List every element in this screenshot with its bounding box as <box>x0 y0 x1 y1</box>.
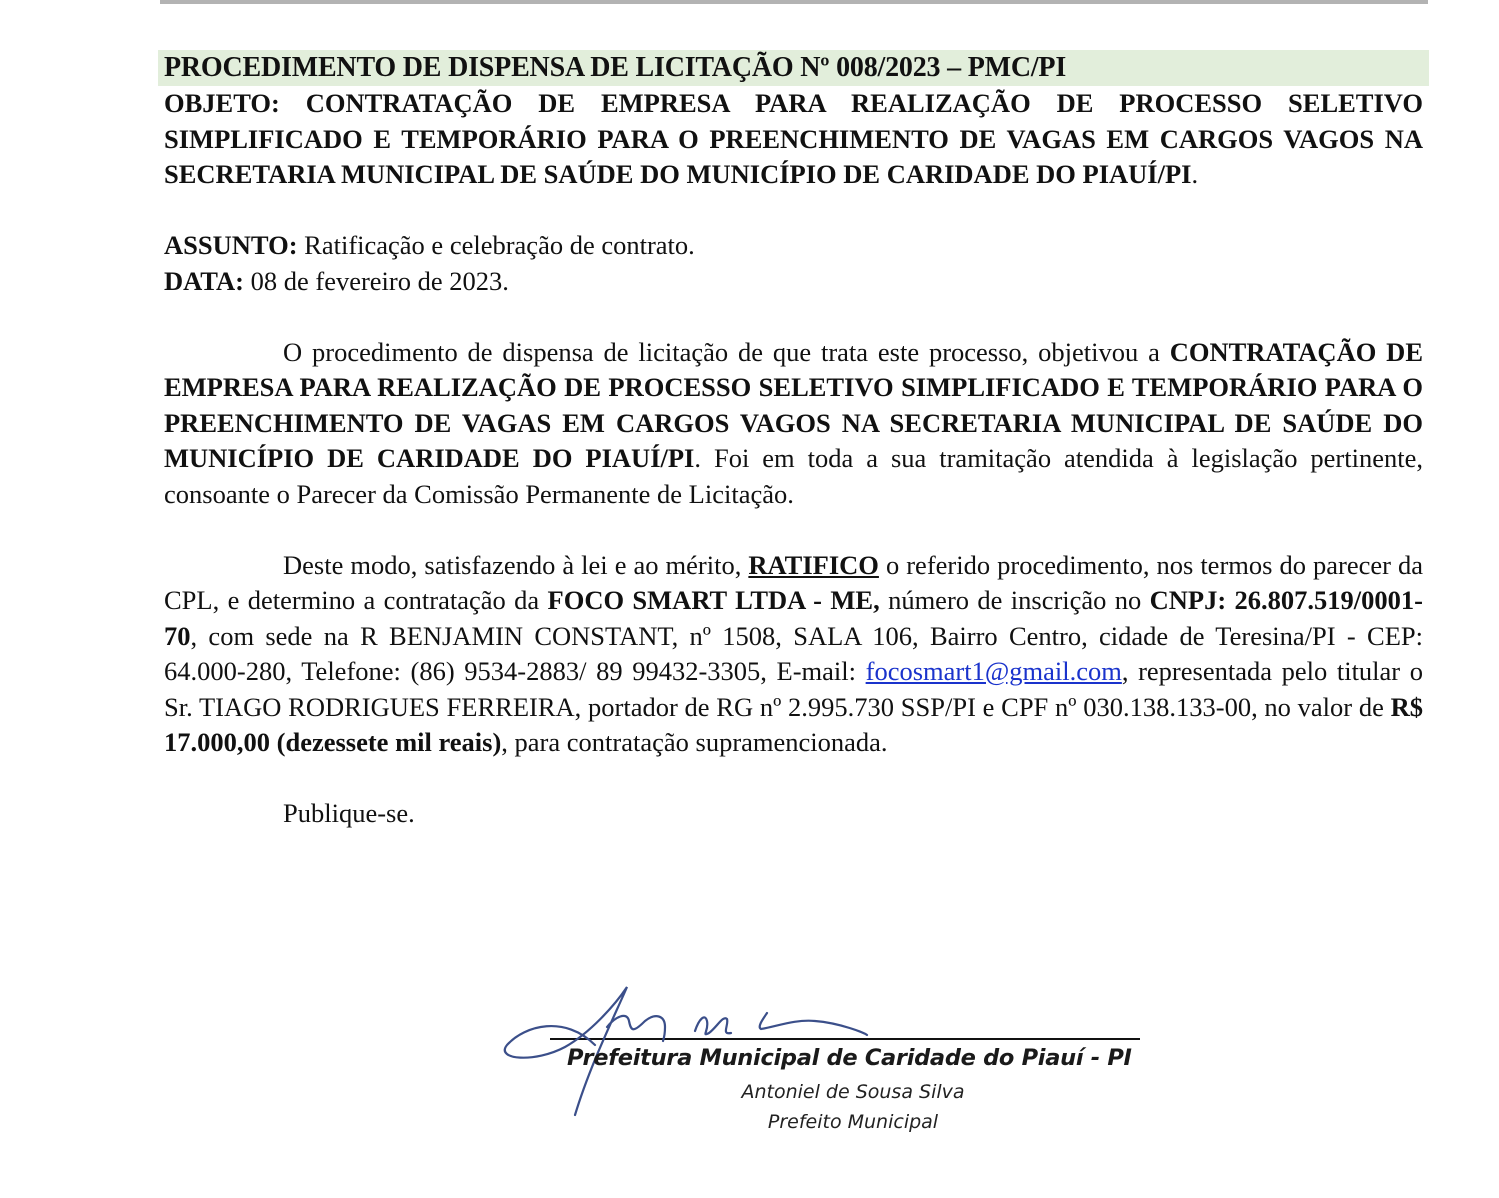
para2-text-5: , representada pelo titular o Sr. TIAGO RODRIGUES FERREIRA, portador de RG nº 2.995.730 SSP/PI e CPF nº 030.138.133-00, no valor de <box>164 656 1423 722</box>
spacer <box>164 761 1423 797</box>
data-line <box>164 264 1423 300</box>
paragraph-ratificacao <box>164 548 1423 761</box>
signature-block <box>495 975 1155 1155</box>
publique-line: Publique-se. <box>283 798 415 828</box>
para2-text-1: Deste modo, satisfazendo à lei e ao mérito, <box>283 549 749 580</box>
para2-text-4: , com sede na R BENJAMIN CONSTANT, nº 1508, SALA 106, Bairro Centro, cidade de Teresina/PI - CEP: 64.000-280, Telefone: (86) 9534-2883/ 89 99432-3305, E-mail: <box>164 620 1423 686</box>
para2-text-6: , para contratação supramencionada. <box>501 727 888 757</box>
assunto-label: ASSUNTO: <box>164 230 298 260</box>
document-title: PROCEDIMENTO DE DISPENSA DE LICITAÇÃO Nº 008/2023 – PMC/PI <box>158 50 1429 86</box>
spacer <box>164 193 1423 229</box>
signature-organization: Prefeitura Municipal de Caridade do Piauí - PI <box>567 1045 1132 1071</box>
assunto-line <box>164 228 1423 264</box>
contract-value: R$ 17.000,00 (dezessete mil reais) <box>164 691 1423 757</box>
para1-tail: . Foi em toda a sua tramitação atendida à legislação pertinente, consoante o Parecer da Comissão Permanente de Licitação. <box>164 443 1423 509</box>
email-link[interactable]: focosmart1@gmail.com <box>865 656 1122 686</box>
objeto-period: . <box>1191 159 1199 189</box>
data-value: 08 de fevereiro de 2023. <box>243 265 509 296</box>
data-label: DATA: <box>164 265 244 296</box>
para2-text-2: o referido procedimento, nos termos do parecer da CPL, e determino a contratação da <box>164 549 1423 615</box>
para1-lead: O procedimento de dispensa de licitação de que trata este processo, objetivou a <box>283 336 1170 367</box>
spacer <box>164 512 1423 548</box>
document-body <box>164 50 1423 832</box>
cnpj: CNPJ: 26.807.519/0001-70 <box>164 585 1423 651</box>
page-top-border <box>160 0 1428 4</box>
paragraph-procedimento <box>164 335 1423 513</box>
objeto-text: OBJETO: CONTRATAÇÃO DE EMPRESA PARA REALIZAÇÃO DE PROCESSO SELETIVO SIMPLIFICADO E TEMPORÁRIO PARA O PREENCHIMENTO DE VAGAS EM CARGOS VAGOS NA SECRETARIA MUNICIPAL DE SAÚDE DO MUNICÍPIO DE CARIDADE DO PIAUÍ/PI <box>164 88 1423 189</box>
para1-object: CONTRATAÇÃO DE EMPRESA PARA REALIZAÇÃO DE PROCESSO SELETIVO SIMPLIFICADO E TEMPORÁRIO PARA O PREENCHIMENTO DE VAGAS EM CARGOS VAGOS NA SECRETARIA MUNICIPAL DE SAÚDE DO MUNICÍPIO DE CARIDADE DO PIAUÍ/PI <box>164 336 1423 473</box>
para2-text-3: número de inscrição no <box>879 585 1150 615</box>
objeto-block <box>164 86 1423 193</box>
signatory-name: Antoniel de Sousa Silva <box>741 1081 965 1103</box>
company-name: FOCO SMART LTDA - ME, <box>547 585 880 615</box>
signatory-role: Prefeito Municipal <box>767 1111 939 1133</box>
spacer <box>164 299 1423 335</box>
assunto-value: Ratificação e celebração de contrato. <box>297 230 695 260</box>
ratifico-text: RATIFICO <box>748 549 879 580</box>
